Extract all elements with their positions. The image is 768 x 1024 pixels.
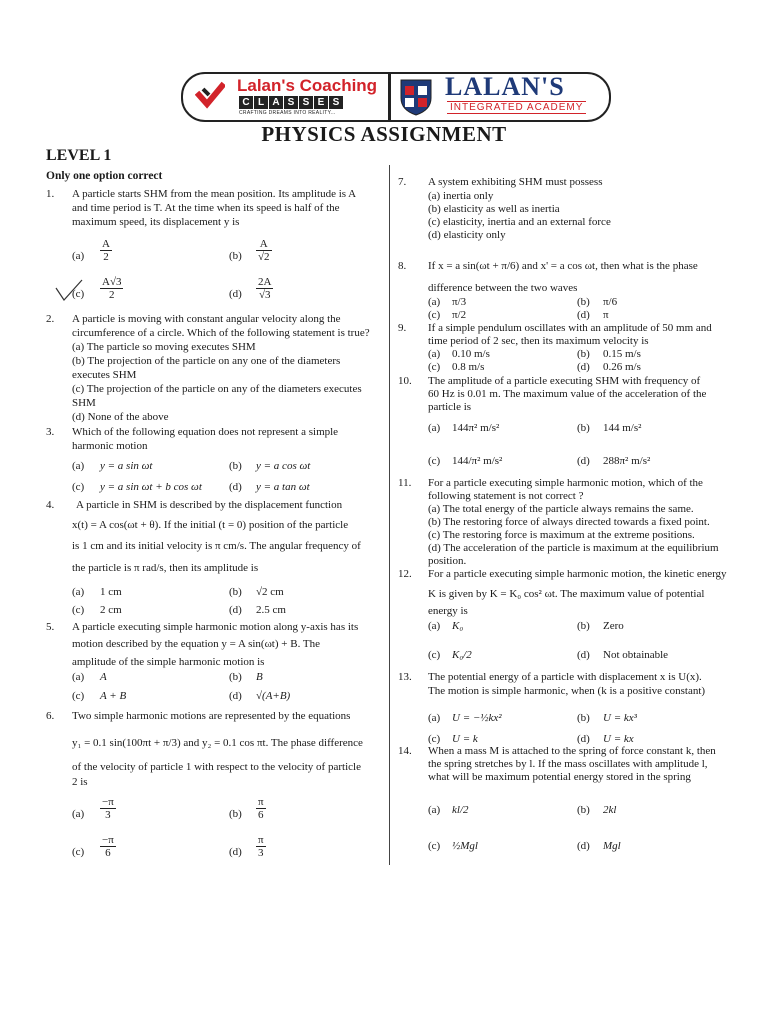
- coaching-name: Lalan's Coaching: [237, 76, 378, 95]
- option-value: 1 cm: [100, 586, 122, 598]
- option-label: (d): [229, 604, 242, 616]
- question-number: 9.: [398, 322, 407, 334]
- option-label: (a): [428, 620, 441, 632]
- option-value: Mgl: [603, 840, 621, 852]
- question-number: 5.: [46, 621, 55, 633]
- question-number: 8.: [398, 260, 407, 272]
- option-text: (b) The projection of the particle on any one of the diameters: [72, 355, 341, 367]
- option-value: B: [256, 671, 263, 683]
- option-text: (a) inertia only: [428, 190, 494, 202]
- option-text: (a) The particle so moving executes SHM: [72, 341, 256, 353]
- option-value: U = −½kx²: [452, 712, 502, 724]
- option-value: U = kx: [603, 733, 634, 745]
- option-text: position.: [428, 555, 467, 567]
- option-label: (b): [577, 296, 590, 308]
- option-label: (d): [577, 361, 590, 373]
- question-text: harmonic motion: [72, 440, 148, 452]
- question-text: y₁ = 0.1 sin(100πt + π/3) and y₂ = 0.1 cos πt. The phase difference: [72, 737, 363, 749]
- question-text: K is given by K = K₀ cos² ωt. The maximum value of potential: [428, 588, 705, 600]
- question-text: A particle executing simple harmonic motion along y-axis has its: [72, 621, 359, 633]
- question-text: 2 is: [72, 776, 88, 788]
- option-value: π/2: [452, 309, 467, 321]
- option-label: (d): [577, 733, 590, 745]
- question-number: 11.: [398, 477, 412, 489]
- option-label: (a): [428, 296, 441, 308]
- option-value: U = k: [452, 733, 478, 745]
- option-value: $\frac{A√3}{2}$: [102, 276, 122, 301]
- option-text: SHM: [72, 397, 96, 409]
- classes-letter: A: [269, 96, 283, 109]
- check-logo-icon: [195, 81, 225, 111]
- question-text: Which of the following equation does not represent a simple: [72, 426, 339, 438]
- question-number: 10.: [398, 375, 412, 387]
- option-text: (c) elasticity, inertia and an external force: [428, 216, 611, 228]
- option-text: (c) The restoring force is maximum at the extreme positions.: [428, 529, 695, 541]
- question-text: If x = a sin(ωt + π/6) and x' = a cos ωt, then what is the phase: [428, 260, 698, 272]
- option-value: U = kx³: [603, 712, 637, 724]
- classes-letter: L: [254, 96, 268, 109]
- question-text: The motion is simple harmonic, when (k is a positive constant): [428, 685, 706, 697]
- question-text: is 1 cm and its initial velocity is π cm/s. The angular frequency of: [72, 540, 361, 552]
- option-label: (c): [72, 481, 85, 493]
- classes-letter: E: [314, 96, 328, 109]
- option-label: (d): [577, 309, 590, 321]
- option-label: (a): [72, 460, 85, 472]
- shield-crest-icon: [399, 78, 433, 116]
- option-label: (a): [72, 671, 85, 683]
- option-label: (c): [428, 455, 441, 467]
- question-number: 2.: [46, 313, 55, 325]
- option-label: (c): [72, 690, 85, 702]
- option-text: (b) elasticity as well as inertia: [428, 203, 560, 215]
- option-value: K₀/2: [452, 649, 472, 661]
- option-label: (d): [229, 288, 242, 300]
- option-label: (b): [577, 804, 590, 816]
- option-label: (a): [72, 250, 85, 262]
- question-text: energy is: [428, 605, 468, 617]
- question-number: 1.: [46, 188, 55, 200]
- option-value: 0.8 m/s: [452, 361, 485, 373]
- option-value: K₀: [452, 620, 464, 632]
- option-label: (b): [229, 671, 242, 683]
- option-label: (b): [577, 712, 590, 724]
- option-label: (a): [428, 422, 441, 434]
- option-value: y = a sin ωt: [100, 460, 153, 472]
- question-text: A particle starts SHM from the mean position. Its amplitude is A: [72, 188, 357, 200]
- option-label: (c): [428, 733, 441, 745]
- option-value: $\frac{A}{√2}$: [258, 238, 270, 263]
- option-value: π/3: [452, 296, 467, 308]
- option-value: y = a cos ωt: [256, 460, 311, 472]
- question-text: For a particle executing simple harmonic motion, the kinetic energy: [428, 568, 727, 580]
- question-number: 7.: [398, 176, 407, 188]
- page-title: PHYSICS ASSIGNMENT: [261, 122, 507, 146]
- option-label: (b): [577, 348, 590, 360]
- handwritten-tick-icon: [54, 278, 84, 302]
- question-text: A particle in SHM is described by the displacement function: [76, 499, 343, 511]
- question-text: The potential energy of a particle with displacement x is U(x).: [428, 671, 702, 683]
- option-label: (b): [229, 460, 242, 472]
- question-text: maximum speed, its displacement y is: [72, 216, 240, 228]
- academy-subtitle: INTEGRATED ACADEMY: [447, 101, 586, 114]
- option-value: 144π² m/s²: [452, 422, 500, 434]
- option-value: y = a tan ωt: [256, 481, 310, 493]
- option-value: 2kl: [603, 804, 617, 816]
- option-value: 144/π² m/s²: [452, 455, 503, 467]
- academy-name: LALAN'S: [445, 72, 565, 101]
- option-value: $\frac{-\pi}{3}$: [102, 796, 114, 821]
- question-text: Two simple harmonic motions are represented by the equations: [72, 710, 351, 722]
- option-value: A + B: [100, 690, 127, 702]
- question-text: circumference of a circle. Which of the following statement is true?: [72, 327, 370, 339]
- option-text: (b) The restoring force of always directed towards a fixed point.: [428, 516, 710, 528]
- question-text: A particle is moving with constant angular velocity along the: [72, 313, 341, 325]
- question-text: The amplitude of a particle executing SHM with frequency of: [428, 375, 701, 387]
- option-label: (a): [428, 348, 441, 360]
- option-value: kl/2: [452, 804, 469, 816]
- option-label: (d): [577, 840, 590, 852]
- option-label: (b): [577, 422, 590, 434]
- option-value: π/6: [603, 296, 618, 308]
- option-value: 2.5 cm: [256, 604, 286, 616]
- question-number: 3.: [46, 426, 55, 438]
- question-text: For a particle executing simple harmonic motion, which of the: [428, 477, 703, 489]
- question-text: x(t) = A cos(ωt + θ). If the initial (t = 0) position of the particle: [72, 519, 349, 531]
- option-value: $\frac{2A}{√3}$: [258, 276, 272, 301]
- option-value: $\frac{\pi}{6}$: [258, 796, 264, 821]
- classes-letter: S: [329, 96, 343, 109]
- question-number: 6.: [46, 710, 55, 722]
- question-text: what will be maximum potential energy stored in the spring: [428, 771, 691, 783]
- option-text: executes SHM: [72, 369, 137, 381]
- option-value: 0.10 m/s: [452, 348, 490, 360]
- option-label: (a): [72, 808, 85, 820]
- question-number: 14.: [398, 745, 412, 757]
- option-text: (d) The acceleration of the particle is maximum at the equilibrium: [428, 542, 719, 554]
- option-label: (c): [72, 604, 85, 616]
- option-value: √(A+B): [256, 690, 291, 702]
- question-number: 12.: [398, 568, 412, 580]
- question-text: amplitude of the simple harmonic motion is: [72, 656, 265, 668]
- classes-letter: S: [284, 96, 298, 109]
- option-value: 144 m/s²: [603, 422, 642, 434]
- option-label: (d): [229, 846, 242, 858]
- option-label: (d): [577, 455, 590, 467]
- question-text: following statement is not correct ?: [428, 490, 584, 502]
- option-label: (a): [428, 804, 441, 816]
- question-text: particle is: [428, 401, 472, 413]
- tagline: CRAFTING DREAMS INTO REALITY...: [239, 110, 336, 116]
- question-number: 4.: [46, 499, 55, 511]
- option-label: (b): [229, 586, 242, 598]
- option-value: 0.15 m/s: [603, 348, 641, 360]
- option-value: Zero: [603, 620, 624, 632]
- option-value: $\frac{-\pi}{6}$: [102, 834, 114, 859]
- option-label: (c): [428, 840, 441, 852]
- option-text: (d) elasticity only: [428, 229, 506, 241]
- option-label: (c): [72, 846, 85, 858]
- question-text: and time period is T. At the time when its speed is half of the: [72, 202, 340, 214]
- question-text: difference between the two waves: [428, 282, 578, 294]
- option-label: (c): [72, 288, 85, 300]
- question-text: the particle is π rad/s, then its amplitude is: [72, 562, 259, 574]
- option-label: (c): [428, 649, 441, 661]
- question-text: of the velocity of particle 1 with respect to the velocity of particle: [72, 761, 361, 773]
- question-text: When a mass M is attached to the spring of force constant k, then: [428, 745, 716, 757]
- level-heading: LEVEL 1: [46, 147, 112, 164]
- question-text: A system exhibiting SHM must possess: [428, 176, 603, 188]
- option-value: √2 cm: [256, 586, 284, 598]
- question-text: 60 Hz is 0.01 m. The maximum value of the acceleration of the: [428, 388, 707, 400]
- question-number: 13.: [398, 671, 412, 683]
- option-value: ½Mgl: [452, 840, 478, 852]
- coaching-logo: [181, 72, 390, 122]
- header-logos: [181, 72, 609, 122]
- column-divider: [389, 165, 390, 865]
- instruction-text: Only one option correct: [46, 170, 163, 182]
- classes-letter: S: [299, 96, 313, 109]
- option-value: $\frac{A}{2}$: [102, 238, 110, 263]
- option-value: 2 cm: [100, 604, 122, 616]
- option-value: 288π² m/s²: [603, 455, 651, 467]
- option-value: π: [603, 309, 609, 321]
- academy-logo: [389, 72, 611, 122]
- option-label: (b): [577, 620, 590, 632]
- option-label: (a): [428, 712, 441, 724]
- option-value: A: [100, 671, 107, 683]
- option-value: y = a sin ωt + b cos ωt: [100, 481, 202, 493]
- option-label: (a): [72, 586, 85, 598]
- option-text: (a) The total energy of the particle always remains the same.: [428, 503, 694, 515]
- option-value: Not obtainable: [603, 649, 669, 661]
- question-text: motion described by the equation y = A sin(ωt) + B. The: [72, 638, 320, 650]
- option-label: (b): [229, 250, 242, 262]
- option-label: (c): [428, 361, 441, 373]
- question-text: time period of 2 sec, then its maximum velocity is: [428, 335, 649, 347]
- option-label: (d): [229, 481, 242, 493]
- question-text: the spring stretches by l. If the mass oscillates with amplitude l,: [428, 758, 708, 770]
- option-label: (d): [577, 649, 590, 661]
- option-label: (d): [229, 690, 242, 702]
- option-label: (b): [229, 808, 242, 820]
- option-value: $\frac{\pi}{3}$: [258, 834, 264, 859]
- option-text: (d) None of the above: [72, 411, 169, 423]
- classes-wordmark: [239, 96, 343, 109]
- option-text: (c) The projection of the particle on any of the diameters executes: [72, 383, 362, 395]
- option-value: 0.26 m/s: [603, 361, 641, 373]
- option-label: (c): [428, 309, 441, 321]
- classes-letter: C: [239, 96, 253, 109]
- question-text: If a simple pendulum oscillates with an amplitude of 50 mm and: [428, 322, 712, 334]
